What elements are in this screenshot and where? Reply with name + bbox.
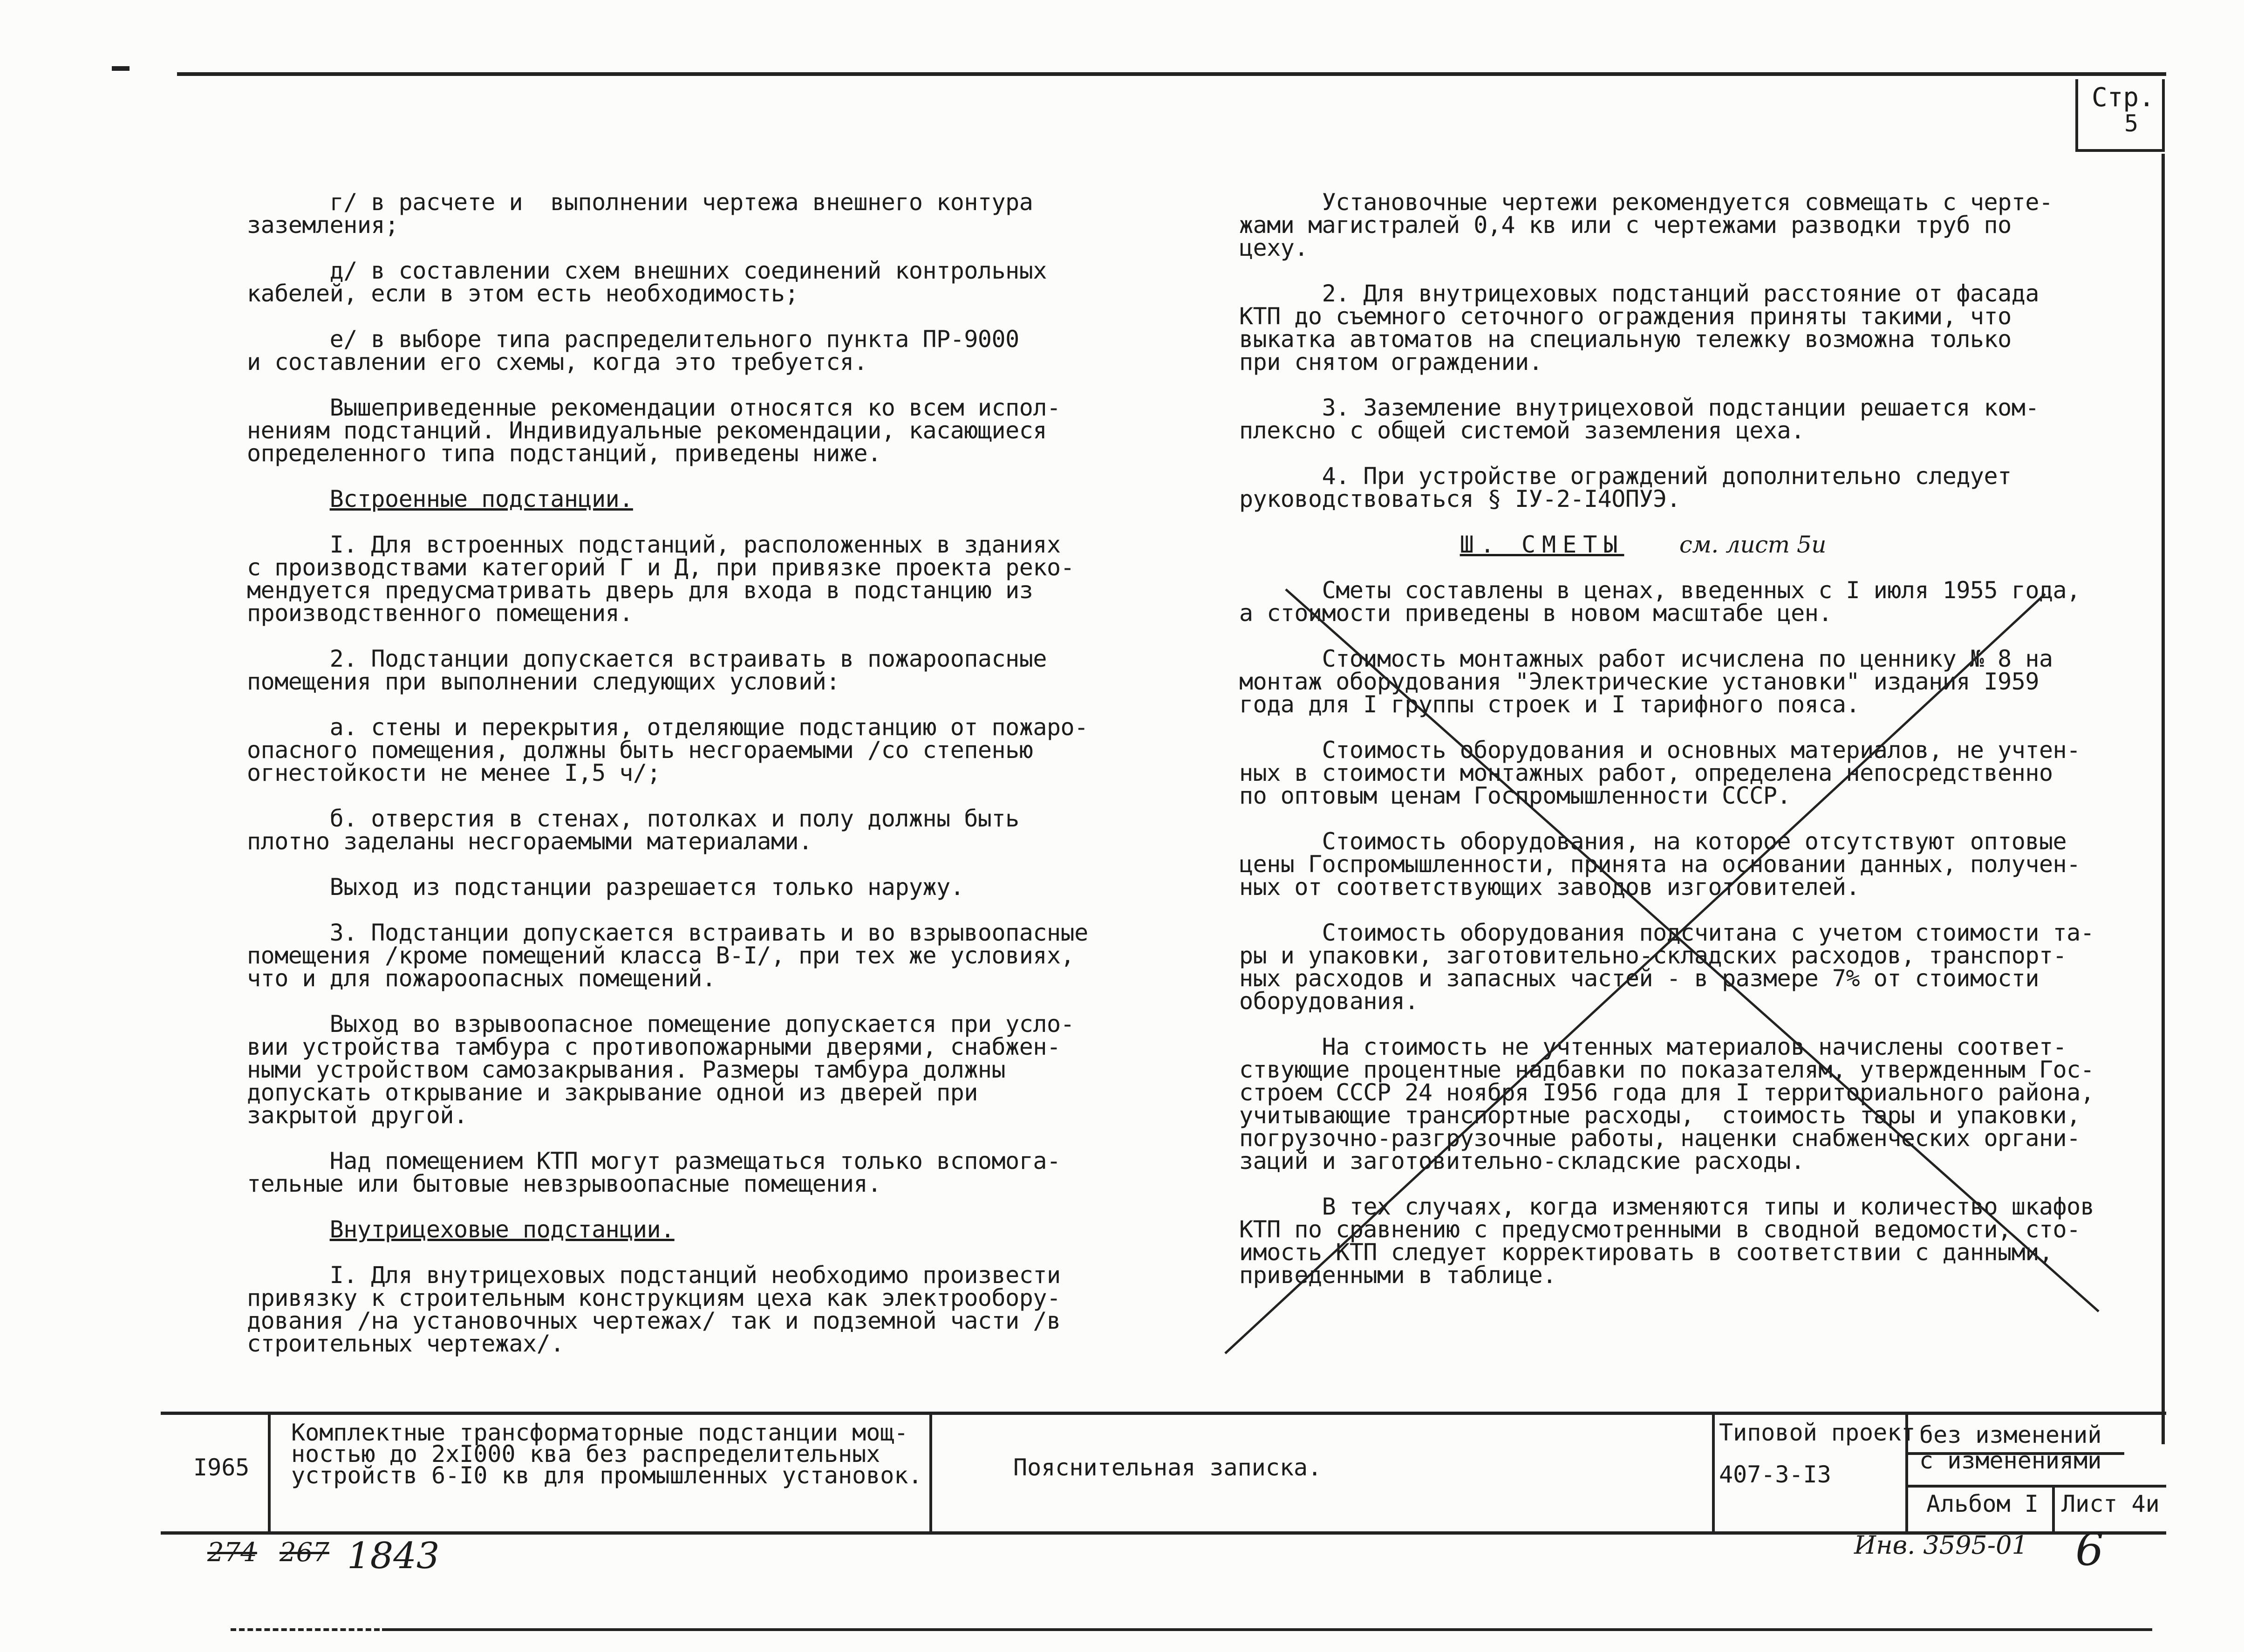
title-with-changes: с изменениями xyxy=(1919,1447,2102,1474)
paragraph: 3. Подстанции допускается встраивать и во взрывоопасные помещения /кроме помещений класса В-I/, при тех же условиях, что и для пожароопасных помещений. xyxy=(247,919,1088,992)
page-box-number: 5 xyxy=(2124,110,2139,137)
title-year: I965 xyxy=(193,1454,250,1481)
title-album: Альбом I xyxy=(1926,1490,2039,1517)
title-project-number: 407-3-I3 xyxy=(1719,1461,1831,1488)
handwritten-note: см. лист 5и xyxy=(1679,531,1826,558)
paragraph: Стоимость монтажных работ исчислена по ценнику № 8 на монтаж оборудования "Электрические установки" издания I959 года для I группы строек и I тарифного пояса. xyxy=(1239,645,2053,718)
paragraph: Выход из подстанции разрешается только наружу. xyxy=(247,874,964,901)
paragraph: г/ в расчете и выполнении чертежа внешнего контура заземления; xyxy=(247,189,1033,239)
cross-out-line xyxy=(1225,594,2045,1353)
paragraph: Сметы составлены в ценах, введенных с I июля 1955 года, а стоимости приведены в новом масштабе цен. xyxy=(1239,577,2080,627)
section-heading-built-in: Встроенные подстанции. xyxy=(329,485,633,512)
paragraph: а. стены и перекрытия, отделяющие подстанцию от пожаро- опасного помещения, должны быть несгораемыми /со степенью огнестойкости не менее I,5 ч/; xyxy=(247,714,1088,786)
page-box-label: Стр. xyxy=(2092,82,2155,113)
bottom-line xyxy=(382,1628,2152,1631)
crossed-number: 267 xyxy=(280,1537,329,1568)
paragraph: I. Для внутрицеховых подстанций необходимо произвести привязку к строительным конструкциям цеха как электрообору- дования /на установочных чертежах/ так и подземной части /в строительных чертежах/. xyxy=(247,1262,1061,1357)
handwritten-number: 1843 xyxy=(347,1535,440,1577)
title-sheet: Лист 4и xyxy=(2061,1490,2160,1517)
section-heading-estimates: Ш. СМЕТЫ см. лист 5и xyxy=(1460,531,1826,558)
paragraph: Над помещением КТП могут размещаться только вспомога- тельные или бытовые невзрывоопасные помещения. xyxy=(247,1147,1061,1197)
inventory-number: Инв. 3595-01 xyxy=(1854,1530,2028,1560)
title-no-changes: без изменений xyxy=(1919,1421,2102,1448)
title-description: Комплектные трансформаторные подстанции мощ- ностью до 2хI000 ква без распределительных устройств 6-I0 кв для промышленных установок. xyxy=(291,1419,922,1489)
paragraph: Стоимость оборудования, на которое отсутствуют оптовые цены Госпромышленности, принята на основании данных, получен- ных от соответствующих заводов изготовителей. xyxy=(1239,828,2080,901)
title-project-label: Типовой проект xyxy=(1719,1419,1916,1446)
page-number: 6 xyxy=(2075,1523,2104,1576)
paragraph: Стоимость оборудования и основных материалов, не учтен- ных в стоимости монтажных работ, определена непосредственно по оптовым ценам Госпромышленности СССР. xyxy=(1239,737,2080,809)
paragraph: Стоимость оборудования подсчитана с учетом стоимости та- ры и упаковки, заготовительно-складских расходов, транспорт- ных расходов и запасных частей - в размере 7% от стоимости оборудования. xyxy=(1239,919,2094,1015)
title-block xyxy=(161,1412,2166,1535)
paragraph: В тех случаях, когда изменяются типы и количество шкафов КТП по сравнению с предусмотренными в сводной ведомости, сто- имость КТП следует корректировать в соответствии с данными, приведенными в таблице. xyxy=(1239,1193,2094,1289)
paragraph: Вышеприведенные рекомендации относятся ко всем испол- нениям подстанций. Индивидуальные рекомендации, касающиеся определенного типа подстанций, приведены ниже. xyxy=(247,394,1061,467)
crossed-number: 274 xyxy=(207,1537,257,1568)
paragraph: 2. Подстанции допускается встраивать в пожароопасные помещения при выполнении следующих условий: xyxy=(247,645,1047,695)
paragraph: На стоимость не учтенных материалов начислены соответ- ствующие процентные надбавки по показателям, утвержденным Гос- строем СССР 24 ноября I956 года для I территориального района, учитывающие транспортные расходы, стоимость тары и упаковки, погрузочно-разгрузочные работы, наценки снабженческих органи- заций и заготовительно-складские расходы. xyxy=(1239,1033,2094,1174)
paragraph: д/ в составлении схем внешних соединений контрольных кабелей, если в этом есть необходимость; xyxy=(247,257,1047,307)
paragraph: Выход во взрывоопасное помещение допускается при усло- вии устройства тамбура с противопожарными дверями, снабжен- ными устройством самозакрывания. Размеры тамбура должны допускать открывание и закрывание одной из дверей при закрытой другой. xyxy=(247,1010,1075,1129)
title-document-type: Пояснительная записка. xyxy=(1013,1454,1322,1481)
cross-out-line xyxy=(1286,589,2099,1311)
paragraph: б. отверстия в стенах, потолках и полу должны быть плотно заделаны несгораемыми материалами. xyxy=(247,805,1019,855)
paragraph: 4. При устройстве ограждений дополнительно следует руководствоваться § IУ-2-I4ОПУЭ. xyxy=(1239,463,2012,512)
bottom-dashed-line xyxy=(231,1628,380,1631)
paragraph: Установочные чертежи рекомендуется совмещать с черте- жами магистралей 0,4 кв или с чертежами разводки труб по цеху. xyxy=(1239,189,2053,261)
paragraph: 3. Заземление внутрицеховой подстанции решается ком- плексно с общей системой заземления цеха. xyxy=(1239,394,2039,444)
paragraph: е/ в выборе типа распределительного пункта ПР-9000 и составлении его схемы, когда это требуется. xyxy=(247,326,1019,375)
paragraph: I. Для встроенных подстанций, расположенных в зданиях с производствами категорий Г и Д, при привязке проекта реко- мендуется предусматривать дверь для входа в подстанцию из производственного помещения. xyxy=(247,531,1075,627)
section-heading-in-shop: Внутрицеховые подстанции. xyxy=(329,1216,675,1243)
paragraph: 2. Для внутрицеховых подстанций расстояние от фасада КТП до съемного сеточного ограждения приняты такими, что выкатка автоматов на специальную тележку возможна только при снятом ограждении. xyxy=(1239,280,2039,375)
